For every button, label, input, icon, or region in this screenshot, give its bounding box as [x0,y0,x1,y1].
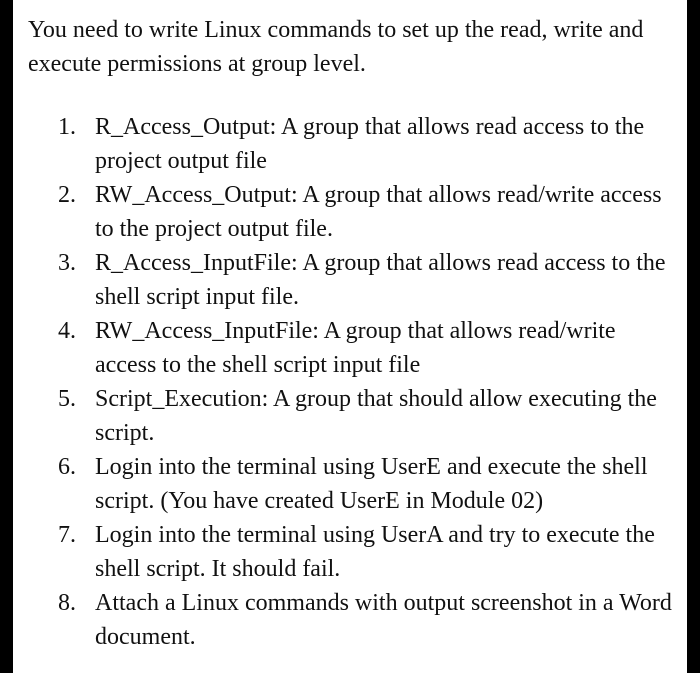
task-list [13,110,687,654]
task-number: 4. [58,318,76,344]
task-number: 2. [58,182,76,208]
task-item-3 [13,246,687,314]
document-page [13,0,687,673]
task-item-5 [13,382,687,450]
task-number: 6. [58,454,76,480]
task-number: 5. [58,386,76,412]
task-number: 8. [58,590,76,616]
task-number: 3. [58,250,76,276]
intro-paragraph: You need to write Linux commands to set up the read, write and execute permissions at group level. [28,17,644,77]
task-number: 7. [58,522,76,548]
task-text: R_Access_InputFile: A group that allows read access to the shell script input file. [95,250,666,310]
task-item-1 [13,110,687,178]
task-item-6 [13,450,687,518]
task-text: Login into the terminal using UserE and execute the shell script. (You have created UserE in Module 02) [95,454,648,514]
task-item-7 [13,518,687,586]
task-number: 1. [58,114,76,140]
task-text: RW_Access_Output: A group that allows read/write access to the project output file. [95,182,662,242]
task-text: Login into the terminal using UserA and try to execute the shell script. It should fail. [95,522,655,582]
task-item-2 [13,178,687,246]
task-text: Script_Execution: A group that should allow executing the script. [95,386,657,446]
task-text: R_Access_Output: A group that allows read access to the project output file [95,114,645,174]
task-item-8 [13,586,687,654]
task-text: Attach a Linux commands with output screenshot in a Word document. [95,590,672,650]
task-item-4 [13,314,687,382]
task-text: RW_Access_InputFile: A group that allows read/write access to the shell script input file [95,318,616,378]
